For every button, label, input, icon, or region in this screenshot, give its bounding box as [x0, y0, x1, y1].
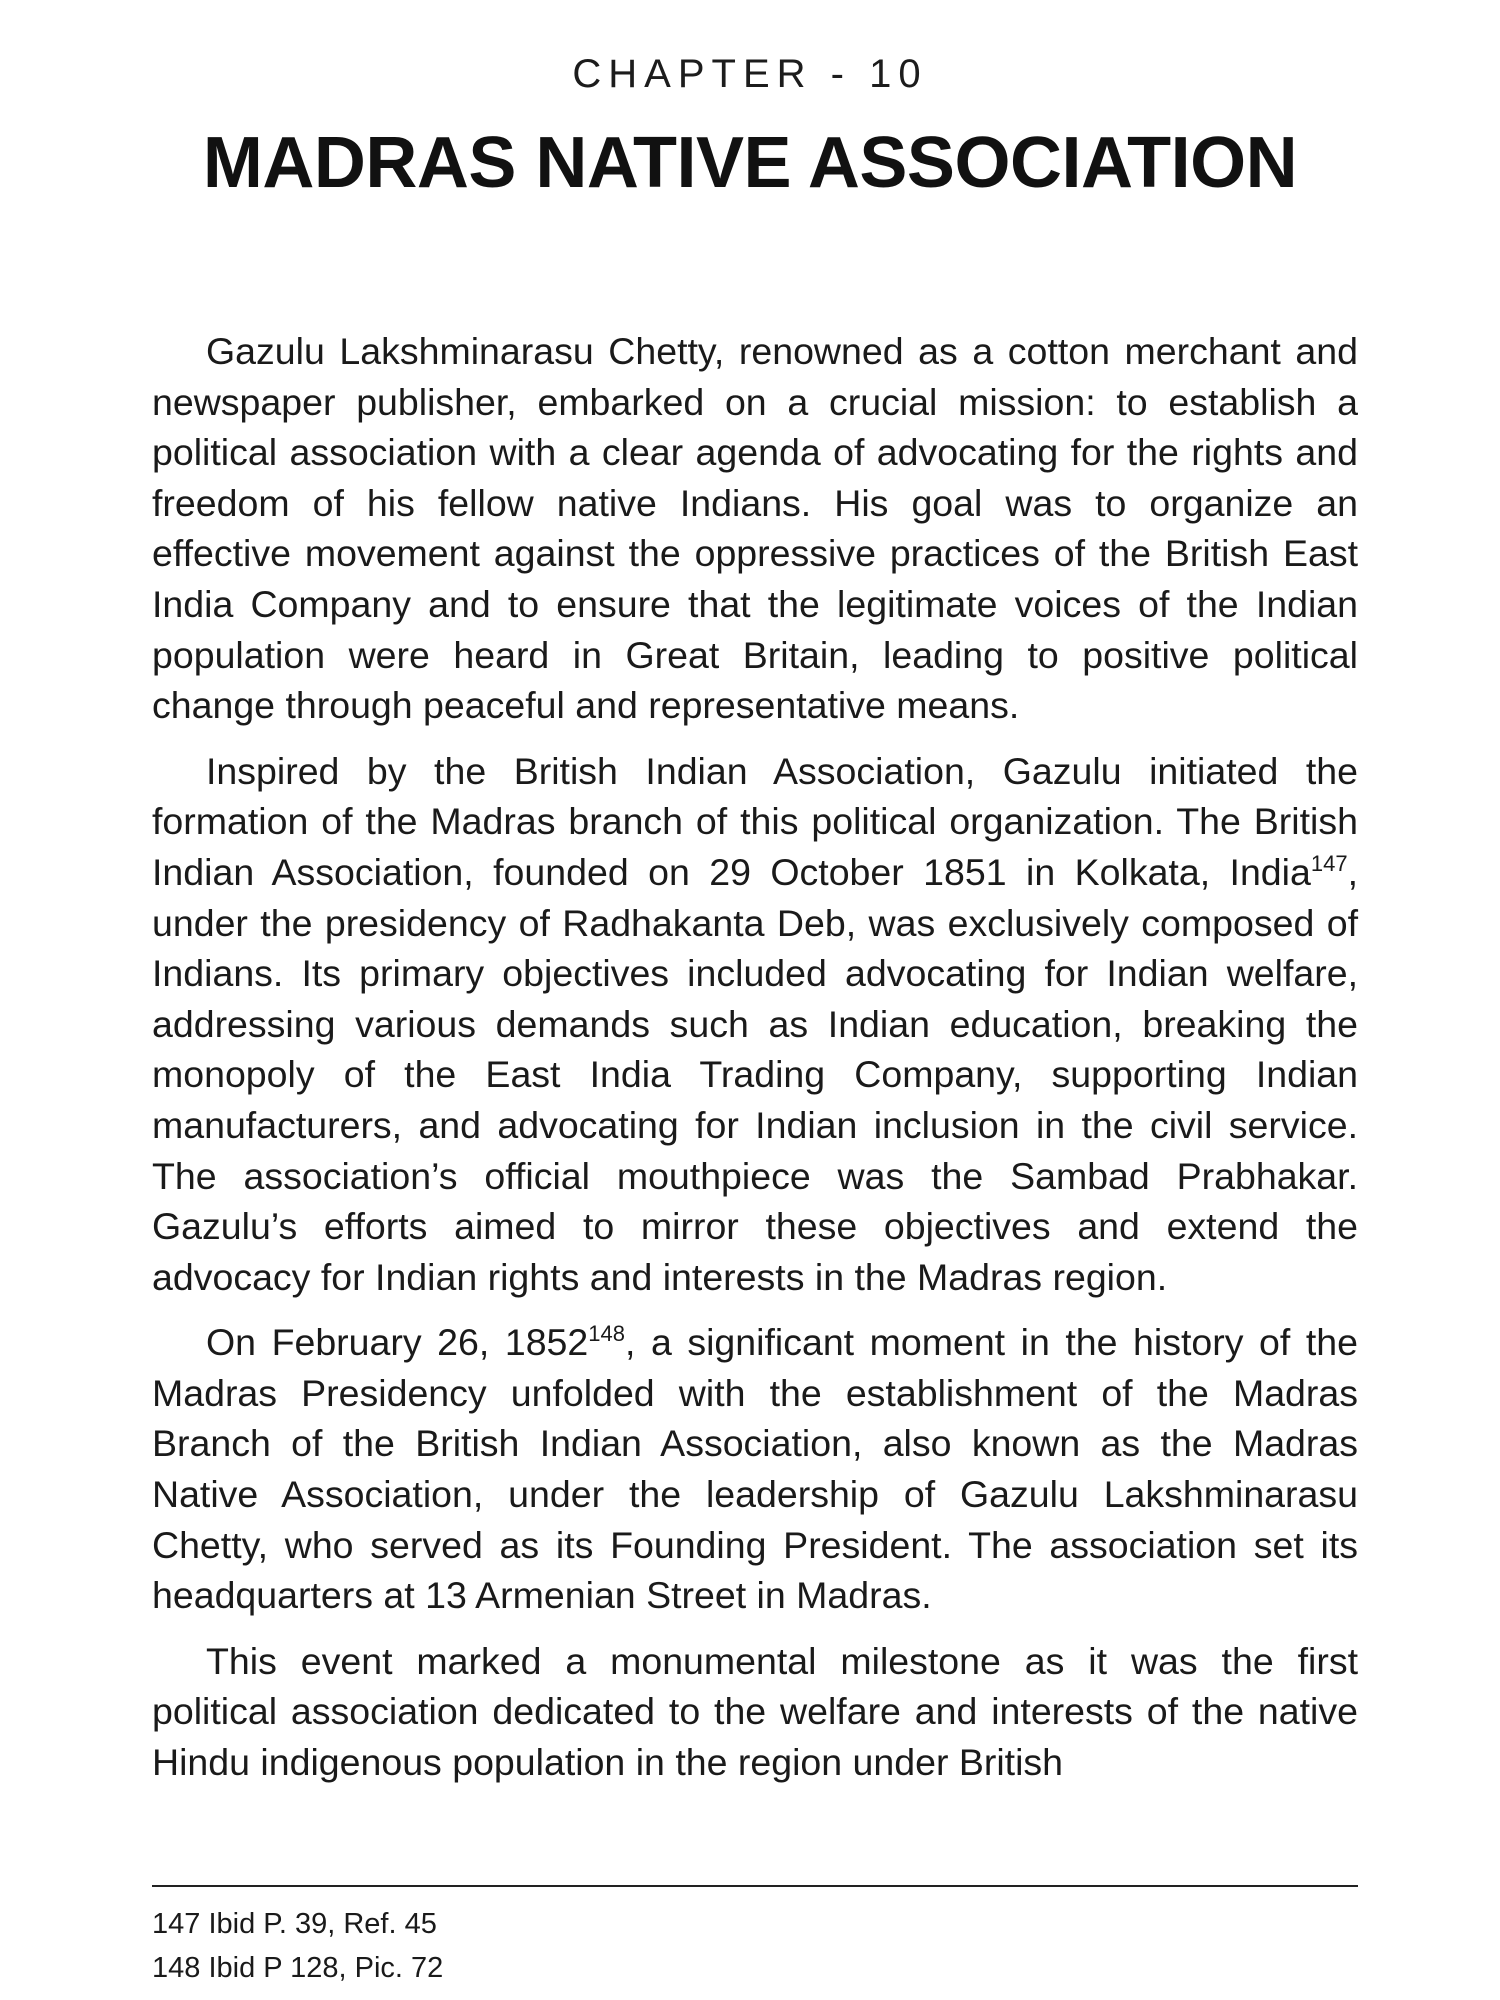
chapter-body	[152, 326, 1358, 1803]
footnote-147: 147 Ibid P. 39, Ref. 45	[152, 1908, 437, 1940]
footnote-148: 148 Ibid P 128, Pic. 72	[152, 1952, 444, 1984]
footnote-divider	[152, 1885, 1358, 1887]
footnote-ref-147: 147	[1310, 850, 1348, 876]
chapter-title: MADRAS NATIVE ASSOCIATION	[202, 123, 1298, 203]
paragraph-text: , a significant moment in the history of the Madras Presidency unfolded with the establishment of the Madras Branch of the British Indian Association, also known as the Madras Native Association, under the leadership of Gazulu Lakshminarasu Chetty, who served as its Founding President. The association set its headquarters at 13 Armenian Street in Madras.	[152, 1321, 1358, 1617]
chapter-label: CHAPTER - 10	[572, 52, 928, 96]
paragraph-4	[152, 1636, 1358, 1788]
paragraph-text: Inspired by the British Indian Association, Gazulu initiated the formation of the Madras branch of this political organization. The British Indian Association, founded on 29 October 1851 in Kolkata, India	[152, 749, 1358, 893]
paragraph-text: On February 26, 1852	[206, 1321, 589, 1364]
paragraph-1	[152, 326, 1358, 731]
paragraph-2	[152, 746, 1358, 1303]
paragraph-text: , under the presidency of Radhakanta Deb, was exclusively composed of Indians. Its primary objectives included advocating for Indian welfare, addressing various demands such as Indian education, breaking the monopoly of the East India Trading Company, supporting Indian manufacturers, and advocating for Indian inclusion in the civil service. The association’s official mouthpiece was the Sambad Prabhakar. Gazulu’s efforts aimed to mirror these objectives and extend the advocacy for Indian rights and interests in the Madras region.	[152, 850, 1358, 1298]
footnotes	[152, 1902, 1358, 1990]
paragraph-text: This event marked a monumental milestone as it was the first political association dedicated to the welfare and interests of the native Hindu indigenous population in the region under British	[152, 1639, 1358, 1784]
paragraph-3	[152, 1317, 1358, 1621]
footnote-ref-148: 148	[588, 1321, 625, 1347]
paragraph-text: Gazulu Lakshminarasu Chetty, renowned as a cotton merchant and newspaper publisher, embarked on a crucial mission: to establish a political association with a clear agenda of advocating for the rights and freedom of his fellow native Indians. His goal was to organize an effective movement against the oppressive practices of the British East India Company and to ensure that the legitimate voices of the Indian population were heard in Great Britain, leading to positive political change through peaceful and representative means.	[152, 330, 1358, 727]
